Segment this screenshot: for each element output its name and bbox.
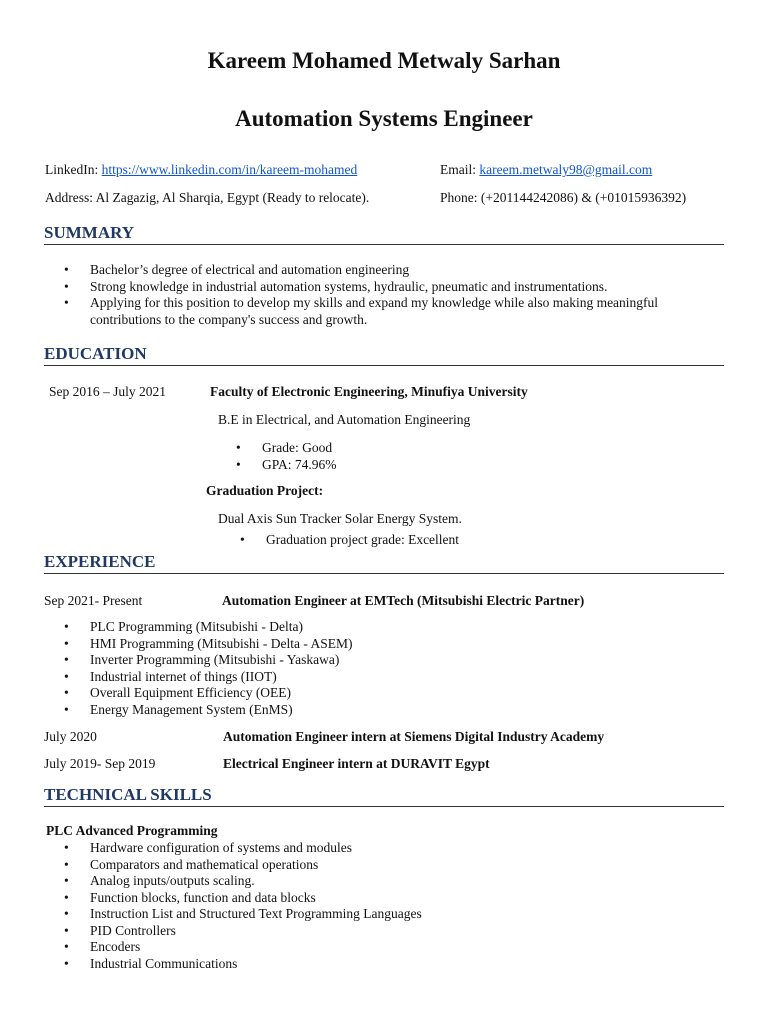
experience-heading: EXPERIENCE: [44, 552, 156, 571]
bullet-icon: •: [64, 840, 69, 855]
address-text: Address: Al Zagazig, Al Sharqia, Egypt (Ready to relocate).: [45, 190, 370, 205]
skills-heading: TECHNICAL SKILLS: [44, 785, 212, 804]
skill-text: Encoders: [90, 939, 141, 954]
bullet-icon: •: [64, 873, 69, 888]
list-item: [64, 685, 353, 702]
list-item: [64, 906, 422, 923]
skill-text: Function blocks, function and data blocks: [90, 889, 316, 905]
list-item: [64, 652, 353, 669]
job-role: Automation Engineer intern at Siemens Digital Industry Academy: [223, 729, 605, 744]
bullet-icon: •: [64, 262, 69, 277]
bullet-icon: •: [64, 856, 69, 872]
bullet-icon: •: [236, 456, 241, 472]
bullet-icon: •: [64, 668, 69, 684]
bullet-icon: •: [236, 440, 241, 455]
summary-heading: SUMMARY: [44, 223, 135, 242]
list-item: [64, 669, 353, 686]
list-item: [64, 923, 422, 940]
skill-text: Analog inputs/outputs scaling.: [90, 873, 255, 888]
education-divider: [44, 365, 724, 366]
linkedin-label: LinkedIn:: [45, 162, 102, 177]
skill-text: Instruction List and Structured Text Programming Languages: [90, 906, 422, 921]
list-item: [64, 873, 422, 890]
email-link[interactable]: kareem.metwaly98@gmail.com: [479, 162, 653, 177]
list-item: [64, 840, 422, 857]
skill-text: Hardware configuration of systems and modules: [90, 840, 353, 855]
email-row: [440, 162, 652, 178]
bullet-icon: •: [240, 532, 245, 547]
summary-item: Applying for this position to develop my skills and expand my knowledge while also making meaningful contributions to the company's success and growth.: [90, 295, 659, 327]
education-dates: Sep 2016 – July 2021: [49, 384, 167, 399]
education-heading: EDUCATION: [44, 344, 147, 363]
bullet-icon: •: [64, 278, 69, 294]
bullet-icon: •: [64, 701, 69, 717]
gpa-text: GPA: 74.96%: [262, 456, 337, 472]
duty-text: Overall Equipment Efficiency (OEE): [90, 685, 292, 700]
list-item: [64, 939, 422, 956]
bullet-icon: •: [64, 939, 69, 954]
bullet-icon: •: [64, 652, 69, 667]
skill-text: Comparators and mathematical operations: [90, 856, 319, 872]
list-item: [64, 279, 704, 296]
project-grade: Graduation project grade: Excellent: [266, 532, 460, 547]
candidate-name: Kareem Mohamed Metwaly Sarhan: [207, 48, 561, 73]
duty-text: PLC Programming (Mitsubishi - Delta): [90, 619, 303, 634]
list-item: [64, 857, 422, 874]
project-list: [240, 532, 459, 549]
summary-list: [64, 262, 704, 328]
summary-item: Bachelor’s degree of electrical and automation engineering: [90, 262, 410, 277]
list-item: [236, 457, 337, 474]
bullet-icon: •: [64, 955, 69, 971]
list-item: [236, 440, 337, 457]
list-item: [64, 636, 353, 653]
education-degree: B.E in Electrical, and Automation Engineering: [218, 412, 471, 427]
bullet-icon: •: [64, 889, 69, 905]
summary-item: Strong knowledge in industrial automation systems, hydraulic, pneumatic and instrumentations.: [90, 278, 608, 294]
project-heading: Graduation Project:: [206, 483, 324, 498]
skill-text: Industrial Communications: [90, 955, 238, 971]
skills-divider: [44, 806, 724, 807]
bullet-icon: •: [64, 619, 69, 634]
job-role: Electrical Engineer intern at DURAVIT Egypt: [223, 756, 490, 771]
skills-group-title: PLC Advanced Programming: [46, 823, 218, 838]
list-item: [64, 619, 353, 636]
email-label: Email:: [440, 162, 480, 177]
job-dates: July 2020: [44, 729, 97, 744]
duty-text: HMI Programming (Mitsubishi - Delta - ASEM): [90, 635, 353, 651]
project-title: Dual Axis Sun Tracker Solar Energy System.: [218, 511, 462, 526]
linkedin-link[interactable]: https://www.linkedin.com/in/kareem-mohamed: [101, 162, 358, 177]
list-item: [64, 262, 704, 279]
duty-text: Energy Management System (EnMS): [90, 701, 293, 717]
education-grades: [236, 440, 337, 473]
job-role: Automation Engineer at EMTech (Mitsubishi Electric Partner): [222, 593, 585, 608]
linkedin-row: [45, 162, 357, 178]
bullet-icon: •: [64, 295, 69, 310]
experience-divider: [44, 573, 724, 574]
duty-text: Industrial internet of things (IIOT): [90, 668, 277, 684]
skill-text: PID Controllers: [90, 922, 176, 938]
bullet-icon: •: [64, 906, 69, 921]
job-dates: July 2019- Sep 2019: [44, 756, 156, 771]
bullet-icon: •: [64, 685, 69, 700]
job-duties: [64, 619, 353, 718]
list-item: [64, 295, 690, 328]
job-dates: Sep 2021- Present: [44, 593, 143, 608]
list-item: [64, 956, 422, 973]
bullet-icon: •: [64, 922, 69, 938]
list-item: [64, 890, 422, 907]
list-item: [240, 532, 459, 549]
bullet-icon: •: [64, 635, 69, 651]
phone-text: Phone: (+201144242086) & (+01015936392): [440, 190, 687, 205]
list-item: [64, 702, 353, 719]
summary-divider: [44, 244, 724, 245]
job-title: Automation Systems Engineer: [235, 106, 533, 131]
skills-list: [64, 840, 422, 972]
grade-text: Grade: Good: [262, 440, 333, 455]
duty-text: Inverter Programming (Mitsubishi - Yaskawa): [90, 652, 340, 667]
education-school: Faculty of Electronic Engineering, Minufiya University: [210, 384, 528, 399]
